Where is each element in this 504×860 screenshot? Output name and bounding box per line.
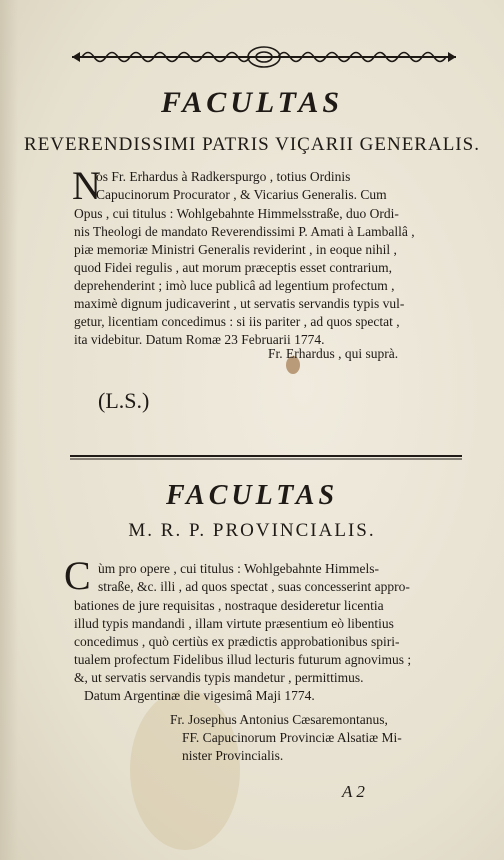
section1-dropcap: N (72, 163, 101, 208)
section2-subtitle: M. R. P. PROVINCIALIS. (128, 520, 376, 541)
section2-line: bationes de jure requisitas , nostraque desideretur licentia (74, 598, 384, 613)
section2-line: straße, &c. illi , ad quos spectat , suas concesserint appro- (98, 579, 410, 594)
section1-line: Capucinorum Procurator , & Vicarius Generalis. Cum (96, 187, 387, 202)
section1-line: Opus , cui titulus : Wohlgebahnte Himmelsstraße, duo Ordi- (74, 206, 399, 221)
section2-signature-line: nister Provincialis. (182, 748, 284, 763)
section1-line: nis Theologi de mandato Reverendissimi P. Amati à Lamballâ , (74, 224, 415, 239)
section1-title: FACULTAS (160, 86, 344, 119)
section2-signature-line: FF. Capucinorum Provinciæ Alsatiæ Mi- (182, 730, 402, 745)
section-divider (70, 453, 462, 461)
section1-line: getur, licentiam concedimus : si iis pariter , ad quos spectat , (74, 314, 400, 329)
section2-line: concedimus , quò certiùs ex prædictis approbationibus spiri- (74, 634, 400, 649)
section1-subtitle: REVERENDISSIMI PATRIS VIÇARII GENERALIS. (24, 134, 480, 155)
section2-line: &, ut servatis servandis typis mandetur , permittimus. (74, 670, 364, 685)
section1-line: piæ memoriæ Ministri Generalis reviderint , in eoque nihil , (74, 242, 397, 257)
header-ornament (72, 44, 456, 70)
section1-line: maximè dignum judicaverint , ut servatis servandis typis vul- (74, 296, 405, 311)
section1-line: deprehenderint ; imò luce publicâ ad legentium profectum , (74, 278, 395, 293)
section1-line: os Fr. Erhardus à Radkerspurgo , totius Ordinis (96, 169, 351, 184)
section1-signature: Fr. Erhardus , qui suprà. (268, 346, 399, 361)
section2-line: tualem profectum Fidelibus illud lecturis futurum agnovimus ; (74, 652, 412, 667)
signature-mark: A 2 (342, 782, 365, 801)
seal-mark: (L.S.) (98, 388, 150, 413)
page-edge-shadow (0, 0, 18, 860)
section2-title: FACULTAS (165, 480, 339, 511)
section1-line: ita videbitur. Datum Romæ 23 Februarii 1774. (74, 332, 325, 347)
section2-line: ùm pro opere , cui titulus : Wohlgebahnte Himmels- (98, 561, 379, 576)
section2-signature-line: Fr. Josephus Antonius Cæsaremontanus, (170, 712, 388, 727)
section2-dropcap: C (64, 553, 91, 598)
section1-line: quod Fidei regulis , aut morum præceptis esset contrarium, (74, 260, 392, 275)
section2-line: illud typis mandandi , illam virtute præsentium eò libentius (74, 616, 394, 631)
section2-line: Datum Argentinæ die vigesimâ Maji 1774. (84, 688, 315, 703)
